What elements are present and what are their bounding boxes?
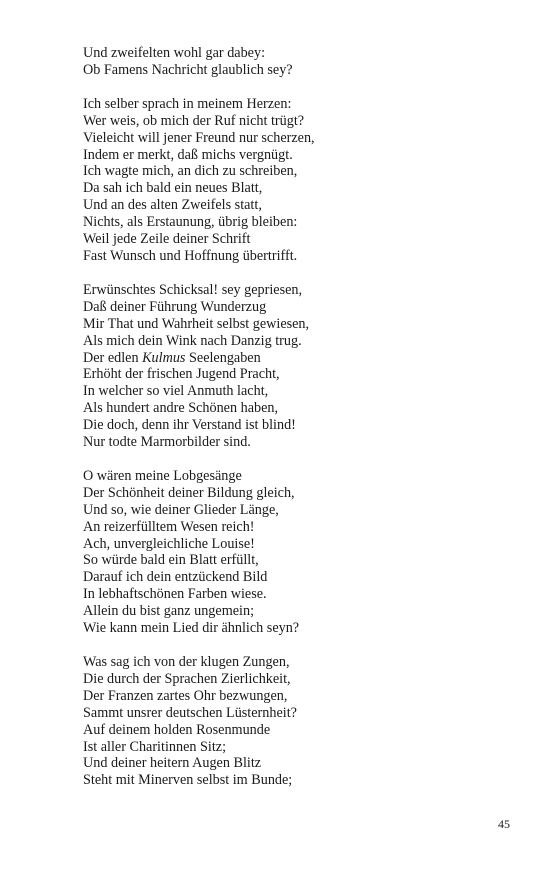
page-number: 45 bbox=[498, 817, 510, 831]
poem-line: Ich selber sprach in meinem Herzen: bbox=[83, 95, 292, 112]
stanza bbox=[83, 96, 483, 265]
italic-name: Kulmus bbox=[142, 349, 186, 366]
poem-line: Fast Wunsch und Hoffnung übertrifft. bbox=[83, 247, 298, 264]
line-text: Der edlen bbox=[83, 349, 143, 366]
poem-line: Indem er merkt, daß michs vergnügt. bbox=[83, 146, 293, 163]
poem-line: Wie kann mein Lied dir ähnlich seyn? bbox=[83, 620, 300, 637]
poem-line: So würde bald ein Blatt erfüllt, bbox=[83, 552, 259, 569]
poem-line: Was sag ich von der klugen Zungen, bbox=[83, 654, 290, 670]
poem-line bbox=[83, 350, 483, 367]
poem-line: Mir That und Wahrheit selbst gewiesen, bbox=[83, 315, 310, 332]
stanza bbox=[83, 282, 483, 451]
stanza bbox=[83, 45, 483, 79]
poem-line: Ach, unvergleichliche Louise! bbox=[83, 535, 255, 552]
poem-line: Sammt unsrer deutschen Lüsternheit? bbox=[83, 704, 297, 721]
stanza bbox=[83, 468, 483, 637]
poem-line: Und zweifelten wohl gar dabey: bbox=[83, 45, 266, 61]
poem-line: In lebhaftschönen Farben wiese. bbox=[83, 586, 267, 603]
poem-line: Und deiner heitern Augen Blitz bbox=[83, 755, 262, 772]
poem-line: Darauf ich dein entzückend Bild bbox=[83, 569, 268, 586]
poem-line: Als mich dein Wink nach Danzig trug. bbox=[83, 332, 302, 349]
poem-line: Auf deinem holden Rosenmunde bbox=[83, 721, 271, 738]
poem-line: Und so, wie deiner Glieder Länge, bbox=[83, 501, 279, 518]
poem-line: Wer weis, ob mich der Ruf nicht trügt? bbox=[83, 112, 305, 129]
poem-line: Als hundert andre Schönen haben, bbox=[83, 400, 279, 417]
poem-line: Steht mit Minerven selbst im Bunde; bbox=[83, 772, 293, 789]
poem-line: Daß deiner Führung Wunderzug bbox=[83, 298, 267, 315]
poem-line: Weil jede Zeile deiner Schrift bbox=[83, 231, 251, 248]
poem-line: Die durch der Sprachen Zierlichkeit, bbox=[83, 670, 291, 687]
poem-line: Erwünschtes Schicksal! sey gepriesen, bbox=[83, 281, 303, 298]
line-text: Seelengaben bbox=[185, 349, 261, 366]
poem-line: Der Schönheit deiner Bildung gleich, bbox=[83, 484, 295, 501]
poem-line: Allein du bist ganz ungemein; bbox=[83, 603, 255, 620]
poem-line: In welcher so viel Anmuth lacht, bbox=[83, 383, 269, 400]
stanza bbox=[83, 654, 483, 789]
poem-line: Da sah ich bald ein neues Blatt, bbox=[83, 180, 263, 197]
poem-line: O wären meine Lobgesänge bbox=[83, 467, 242, 484]
poem-line: Ich wagte mich, an dich zu schreiben, bbox=[83, 163, 298, 180]
poem-line: An reizerfülltem Wesen reich! bbox=[83, 518, 255, 535]
poem-line: Ob Famens Nachricht glaublich sey? bbox=[83, 61, 293, 78]
poem-line: Die doch, denn ihr Verstand ist blind! bbox=[83, 417, 296, 434]
poem-line: Und an des alten Zweifels statt, bbox=[83, 197, 262, 214]
poem-line: Erhöht der frischen Jugend Pracht, bbox=[83, 366, 280, 383]
poem-text bbox=[83, 45, 483, 806]
poem-line: Ist aller Charitinnen Sitz; bbox=[83, 738, 227, 755]
poem-line: Vieleicht will jener Freund nur scherzen, bbox=[83, 129, 315, 146]
poem-line: Nur todte Marmorbilder sind. bbox=[83, 434, 251, 451]
poem-line: Nichts, als Erstaunung, übrig bleiben: bbox=[83, 214, 298, 231]
poem-line: Der Franzen zartes Ohr bezwungen, bbox=[83, 687, 288, 704]
